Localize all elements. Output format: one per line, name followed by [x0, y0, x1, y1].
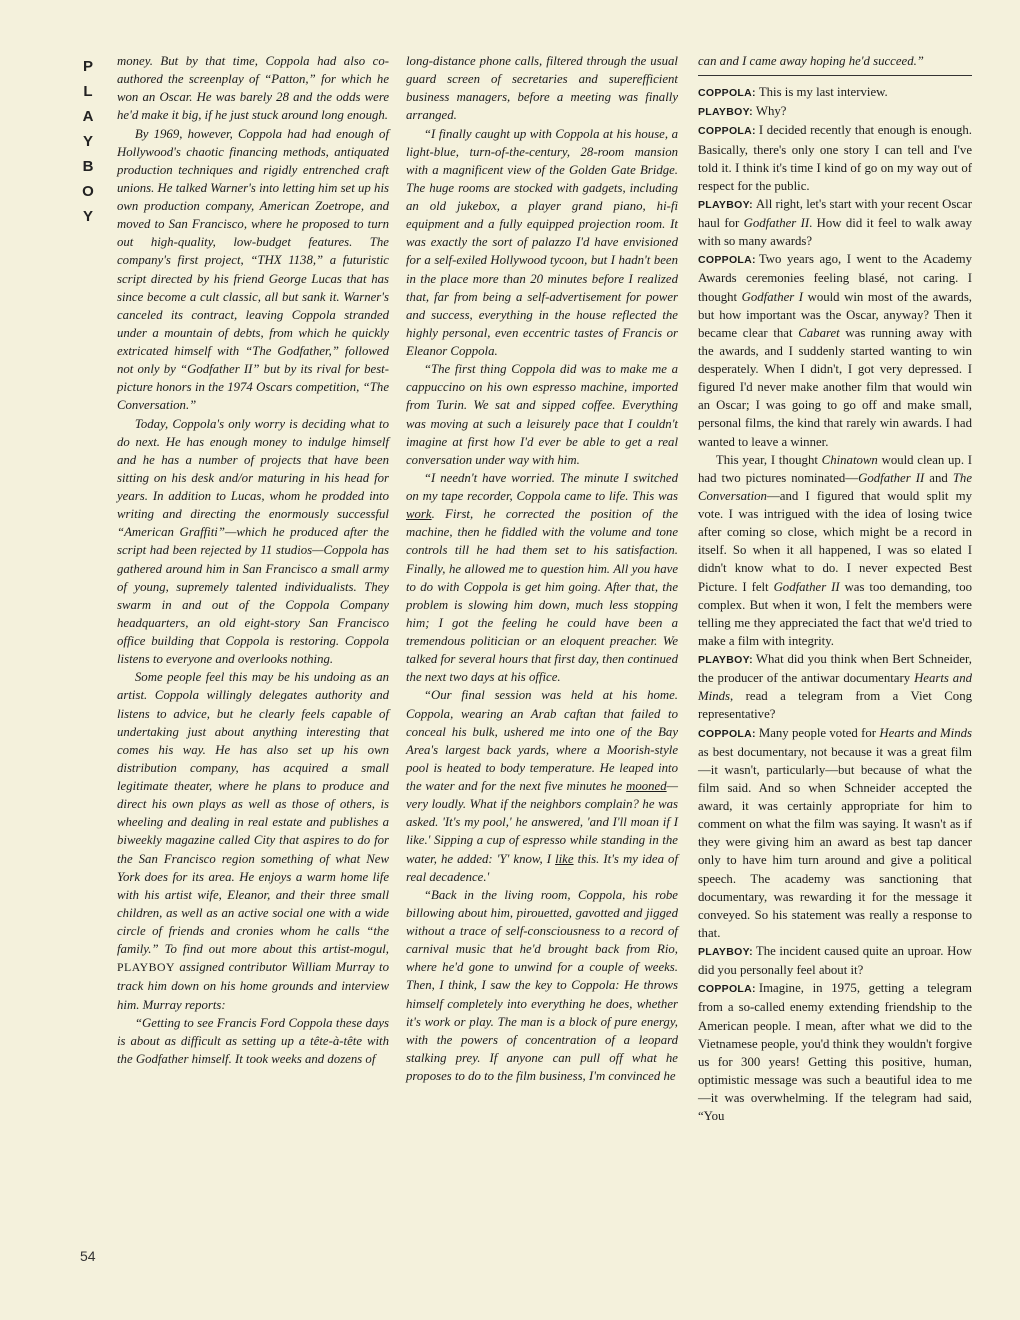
section-divider	[698, 75, 972, 76]
intro-paragraph	[406, 686, 678, 885]
speaker-playboy: PLAYBOY:	[698, 198, 753, 211]
speaker-playboy: PLAYBOY:	[698, 106, 753, 119]
film-title: Hearts and Minds	[698, 671, 973, 704]
intro-paragraph: “I finally caught up with Coppola at his house, a light-blue, turn-of-the-century, 28-room mansion with a magnificent view of the Golden Gate Bridge. The huge rooms are stocked with gadgets, including an old jukebox, a player grand piano, hi-fi equipment and a fully equipped projection room. It was exactly the sort of palazzo I'd have envisioned for a self-exiled Hollywood tycoon, but I hadn't been in the place more than 20 minutes before I realized that, far from being a self-advertisement for power and success, everything in the house reflected the highly personal, even eccentric tastes of Francis or Eleanor Coppola.	[406, 126, 678, 358]
intro-paragraph: long-distance phone calls, filtered through the usual guard screen of secretaries and superefficient business managers, before a meeting was finally arranged.	[406, 54, 678, 123]
film-title: Hearts and Minds	[879, 725, 973, 740]
speaker-coppola: COPPOLA:	[698, 87, 756, 100]
intro-text: this. It's my idea of real decadence.'	[406, 851, 679, 884]
side-label-letter: Y	[82, 133, 93, 150]
side-label-letter: O	[82, 183, 94, 200]
speaker-coppola: COPPOLA:	[698, 125, 756, 138]
intro-paragraph: By 1969, however, Coppola had had enough of Hollywood's chaotic financing methods, antiquated production techniques and rigidly entrenched craft unions. He talked Warner's into letting him set up his own production company, American Zoetrope, and moved to San Francisco, where he proposed to turn out high-quality, low-budget features. The company's first project, “THX 1138,” a futuristic script directed by his friend George Lucas that has since become a cult classic, all but sank it. Warner's canceled its contract, leaving Coppola stranded under a mountain of debts, from which he quickly extricated himself with “The Godfather,” followed not only by “Godfather II” but by its rival for best-picture honors in the 1974 Oscars competition, “The Conversation.”	[117, 126, 389, 413]
interview-question	[698, 650, 972, 724]
film-title: The Conversation	[698, 470, 973, 503]
side-label-letter: L	[83, 83, 93, 100]
film-title: Godfather II	[773, 579, 840, 594]
intro-paragraph	[117, 668, 389, 1013]
question-text: All right, let's start with your recent Oscar haul for	[698, 196, 972, 230]
question-text: What did you think when Bert Schneider, the producer of the antiwar documentary	[698, 652, 972, 686]
question-text: . How did it feel to walk away with so many awards?	[698, 216, 973, 249]
intro-paragraph: money. But by that time, Coppola had also co-authored the screenplay of “Patton,” for which he won an Oscar. He was barely 28 and the odds were he'd make it big, if he just stuck around long enough.	[117, 54, 389, 123]
answer-text: This year, I thought	[715, 452, 818, 467]
answer-text: was too demanding, too complex. But when it won, I felt the members were telling me they appreciated the fact that we'd tried to make a film with integrity.	[698, 579, 973, 648]
column-2	[406, 52, 678, 1085]
intro-paragraph: Today, Coppola's only worry is deciding what to do next. He has enough money to indulge himself and he has a number of projects that have been sitting on his desk and/or maturing in his head for years. In addition to Lucas, whom he prodded into writing and directing the enormously successful “American Graffiti”—which he produced after the script had been rejected by 11 studios—Coppola has gathered around him in San Francisco a small army of young, supremely talented individualists. They swarm in and out of the Coppola Company headquarters, an old eight-story San Francisco office building that Coppola is restoring. Coppola listens to everyone and overlooks nothing.	[117, 416, 389, 667]
underlined-word: work	[406, 507, 432, 522]
intro-text: . First, he corrected the position of the machine, then he fiddled with the volume and tone controls till he had them set to his satisfaction. Finally, he allowed me to question him. All you have to do with Coppola is get him going. After that, the problem is slowing him down, much less stopping him; I got the feeling he could have been a tremendous politician or an eloquent preacher. We talked for several hours that first day, then continued the next two days at his office.	[406, 507, 678, 685]
side-label-letter: A	[82, 108, 94, 125]
question-text: The incident caused quite an uproar. How did you personally feel about it?	[698, 944, 972, 978]
interview-answer	[698, 250, 972, 450]
answer-text: I decided recently that enough is enough. Basically, there's only one story I can tell and I've told it. I think it's time I kind of go on my way out of respect for the public.	[698, 123, 972, 193]
speaker-coppola: COPPOLA:	[698, 983, 756, 996]
question-text: , read a telegram from a Viet Cong representative?	[698, 689, 972, 722]
film-title: Chinatown	[821, 452, 878, 467]
interview-answer-continued	[698, 451, 972, 650]
question-text: Why?	[755, 104, 787, 119]
page-number: 54	[80, 1248, 96, 1264]
interview-answer	[698, 121, 972, 195]
answer-text: —and I figured that would split my vote. I was intrigued with the idea of losing twice after coming so close, which might be a record in itself. So when it all happened, I was so elated I didn't know what to do. I never expected Best Picture. I felt	[698, 488, 972, 594]
side-label-letter: B	[82, 158, 94, 175]
interview-answer	[698, 724, 972, 943]
interview-answer	[698, 83, 972, 102]
column-3	[698, 52, 972, 1125]
intro-text: assigned contributor William Murray to track him down on his home grounds and interview him. Murray reports:	[117, 960, 390, 1012]
answer-text: would win most of the awards, but how important was the Oscar, anyway? Then it became clear that	[698, 289, 973, 340]
speaker-playboy: PLAYBOY:	[698, 946, 753, 958]
interview-question	[698, 195, 972, 250]
answer-text: Many people voted for	[758, 725, 877, 740]
answer-text: would clean up. I had two pictures nominated—	[698, 452, 973, 485]
interview-question	[698, 102, 972, 121]
film-title: Cabaret	[798, 325, 840, 340]
interview-body	[698, 83, 972, 1125]
side-label-letter: Y	[82, 208, 93, 225]
intro-paragraph	[406, 469, 678, 687]
intro-text: Some people feel this may be his undoing as an artist. Coppola willingly delegates authority and listens to advice, but he clearly feels capable of undertaking just about anything interesting that comes his way. He has also set up his own distribution company, has acquired a small legitimate theater, where he plans to produce and direct his own plays as well as those of others, is wheeling and dealing in real estate and publishes a biweekly magazine called City that aspires to do for the San Francisco region something of what New York does for its area. He enjoys a warm home life with his artist wife, Eleanor, and their three small children, as well as an active social one with a wide circle of friends and cronies whom he calls “the family.” To find out more about this artist-mogul,	[117, 670, 389, 957]
answer-text: Two years ago, I went to the Academy Awards ceremonies feeling blasé, not caring. I thought	[698, 252, 972, 304]
intro-paragraph: “Getting to see Francis Ford Coppola these days is about as difficult as setting up a tête-à-tête with the Godfather himself. It took weeks and dozens of	[117, 1015, 389, 1066]
interview-question	[698, 942, 972, 979]
film-title: Godfather II	[858, 470, 925, 485]
intro-text: “Our final session was held at his home. Coppola, wearing an Arab caftan that failed to conceal his bulk, ushered me into one of the Bay Area's largest back yards, where a Moorish-style pool is heated to body temperature. He leaped into the water and for the next five minutes he	[406, 688, 678, 793]
underlined-word: like	[555, 851, 574, 866]
film-title: Godfather I	[741, 289, 804, 304]
magazine-side-label	[78, 54, 98, 229]
intro-paragraph: “Back in the living room, Coppola, his robe billowing about him, pirouetted, gavotted and jigged without a trace of self-consciousness to a record of carnival music that he'd brought back from Rio, where he'd gone to unwind for a couple of weeks. Then, I think, I saw the key to Coppola: He throws himself completely into everything he does, whether it's work or play. The man is a block of pure energy, with the powers of concentration of a leopard stalking prey. If anyone can pull off what he proposes to do to the film business, I'm convinced he	[406, 887, 678, 1083]
speaker-playboy: PLAYBOY:	[698, 654, 753, 666]
answer-text: and	[929, 470, 948, 485]
side-label-text	[78, 54, 98, 229]
underlined-word: mooned	[626, 779, 667, 793]
intro-text: —very loudly. What if the neighbors complain? he was asked. 'It's my pool,' he answered, 'and I'll moan if I like.' Sipping a cup of espresso while standing in the water, he added: 'Y' know, I	[406, 779, 678, 866]
answer-text: Imagine, in 1975, getting a telegram from a so-called enemy extending friendship to the American people. I mean, after what we did to the Vietnamese people, you'd think they wouldn't forgive us for 300 years! Getting this positive, human, optimistic message was such a beautiful idea to me—it was overwhelming. If the telegram had said, “You	[698, 981, 972, 1124]
film-title: Godfather II	[743, 216, 810, 230]
intro-text: “I needn't have worried. The minute I switched on my tape recorder, Coppola came to life. This was	[406, 470, 678, 503]
magazine-name-smallcaps: PLAYBOY	[117, 961, 175, 975]
intro-closing: can and I came away hoping he'd succeed.”	[698, 54, 924, 68]
answer-text: This is my last interview.	[758, 85, 888, 100]
column-1	[117, 52, 389, 1068]
speaker-coppola: COPPOLA:	[698, 727, 756, 740]
answer-text: was running away with the awards, and I suddenly started wanting to win desperately. When I didn't, I got very depressed. I figured I'd never make another film that would win an Oscar; I was going to go off and make small, personal films, the kind that rarely win awards. I had wanted to leave a winner.	[698, 325, 972, 449]
speaker-coppola: COPPOLA:	[698, 254, 756, 267]
interview-answer	[698, 979, 972, 1125]
side-label-letter: P	[82, 58, 93, 75]
answer-text: as best documentary, not because it was a great film—it wasn't, particularly—but because of what the film said. And so when Schneider accepted the award, it was certainly appropriate for him to comment on what the film was saying. It wasn't as if they were giving him an award as best tap dancer only to have him turn around and give a political speech. The academy was sanctioning that documentary, was rewarding it for the message it conveyed. So his statement was really a response to that.	[698, 744, 972, 940]
intro-paragraph: “The first thing Coppola did was to make me a cappuccino on his own espresso machine, imported from Turin. We sat and sipped coffee. Everything was moving at such a leisurely pace that I couldn't imagine at first how I'd ever be able to get a real conversation under way with him.	[406, 362, 678, 467]
